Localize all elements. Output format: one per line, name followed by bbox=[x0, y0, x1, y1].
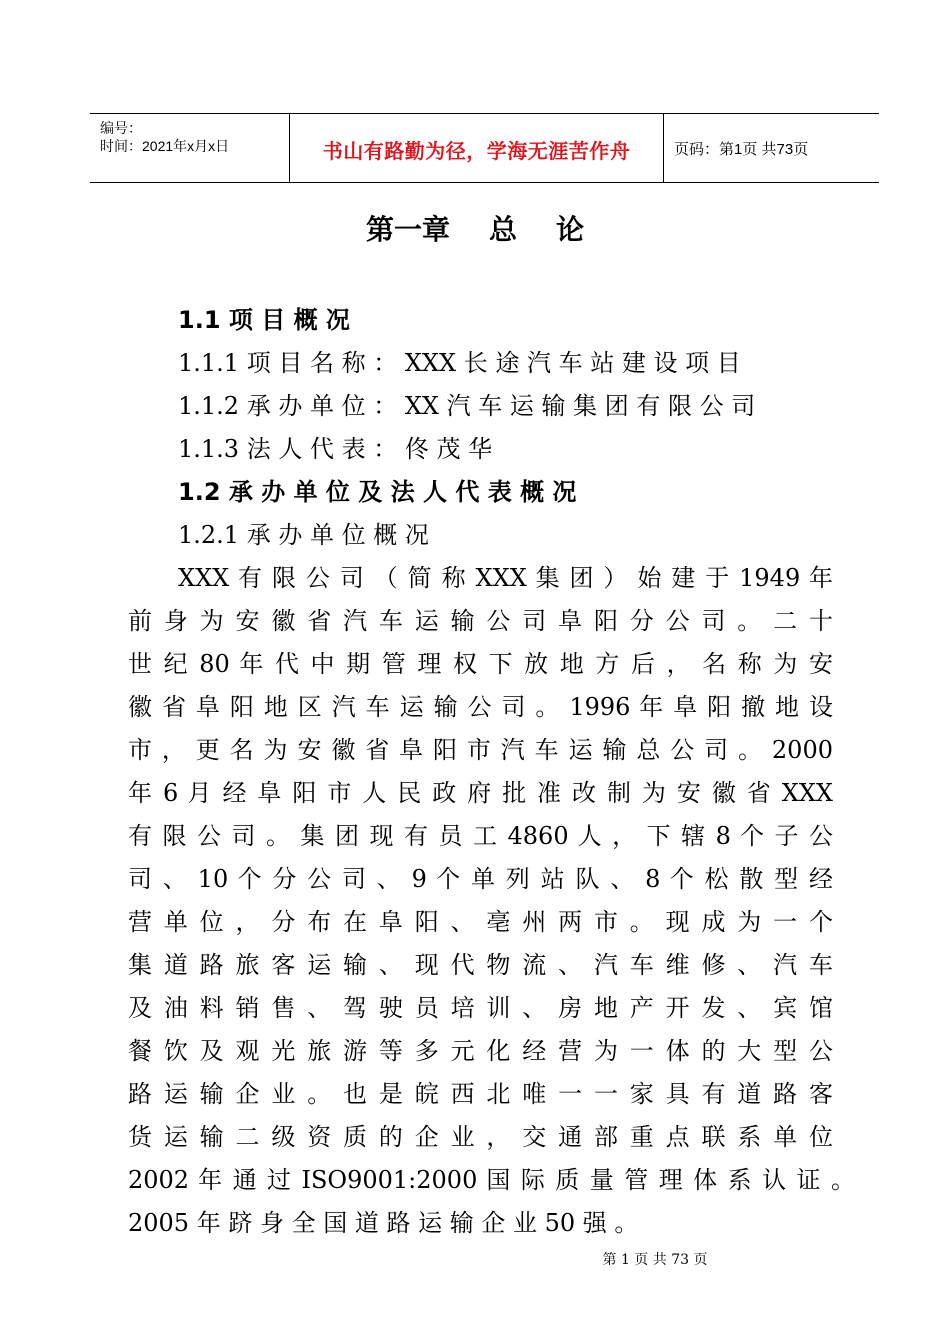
paragraph-line: 集 道 路 旅 客 运 输 、 现 代 物 流 、 汽 车 维 修 、 汽 车 bbox=[128, 951, 833, 979]
header-meta-cell bbox=[90, 114, 290, 182]
subsection-line: 1.1.1 项 目 名 称 ： XXX 长 途 汽 车 站 建 设 项 目 bbox=[178, 349, 741, 377]
paragraph-line: 2005 年 跻 身 全 国 道 路 运 输 企 业 50 强 。 bbox=[128, 1209, 639, 1237]
paragraph-line: 司 、 10 个 分 公 司 、 9 个 单 列 站 队 、 8 个 松 散 型 经 bbox=[128, 865, 833, 893]
paragraph-line: 营 单 位 ， 分 布 在 阜 阳 、 亳 州 两 市 。 现 成 为 一 个 bbox=[128, 908, 833, 936]
paragraph-line: XXX 有 限 公 司 （ 简 称 XXX 集 团 ） 始 建 于 1949 年 bbox=[178, 564, 833, 592]
paragraph-line: 货 运 输 二 级 资 质 的 企 业 ， 交 通 部 重 点 联 系 单 位 bbox=[128, 1123, 833, 1151]
subsection-line: 1.1.3 法 人 代 表 ： 佟 茂 华 bbox=[178, 435, 493, 463]
paragraph-line: 餐 饮 及 观 光 旅 游 等 多 元 化 经 营 为 一 体 的 大 型 公 bbox=[128, 1037, 833, 1065]
paragraph-line: 年 6 月 经 阜 阳 市 人 民 政 府 批 准 改 制 为 安 徽 省 XXX bbox=[128, 779, 833, 807]
document-time-label: 时间：2021年x月x日 bbox=[100, 138, 230, 154]
paragraph-line: 路 运 输 企 业 。 也 是 皖 西 北 唯 一 一 家 具 有 道 路 客 bbox=[128, 1080, 833, 1108]
paragraph-line: 前 身 为 安 徽 省 汽 车 运 输 公 司 阜 阳 分 公 司 。 二 十 bbox=[128, 607, 833, 635]
header-page-info: 页码：第1页 共73页 bbox=[674, 140, 809, 158]
paragraph-line: 市 ， 更 名 为 安 徽 省 阜 阳 市 汽 车 运 输 总 公 司 。 2000 bbox=[128, 736, 833, 764]
header-motto-cell bbox=[290, 114, 664, 182]
chapter-title: 第一章 总 论 bbox=[366, 213, 584, 246]
subsection-line: 1.2.1 承 办 单 位 概 况 bbox=[178, 521, 429, 549]
paragraph-line: 有 限 公 司 。 集 团 现 有 员 工 4860 人 ， 下 辖 8 个 子 公 bbox=[128, 822, 833, 850]
subsection-line: 1.1.2 承 办 单 位 ： XX 汽 车 运 输 集 团 有 限 公 司 bbox=[178, 392, 756, 420]
paragraph-line: 徽 省 阜 阳 地 区 汽 车 运 输 公 司 。 1996 年 阜 阳 撤 地 设 bbox=[128, 693, 833, 721]
header-table bbox=[90, 113, 879, 183]
header-page-cell bbox=[664, 114, 879, 182]
paragraph-line: 世 纪 80 年 代 中 期 管 理 权 下 放 地 方 后 ， 名 称 为 安 bbox=[128, 650, 833, 678]
page-footer: 第 1 页 共 73 页 bbox=[602, 1252, 708, 1268]
section-heading: 1.2 承 办 单 位 及 法 人 代 表 概 况 bbox=[178, 478, 577, 506]
header-motto: 书山有路勤为径，学海无涯苦作舟 bbox=[322, 138, 631, 163]
paragraph-line: 2002 年 通 过 ISO9001:2000 国 际 质 量 管 理 体 系 认 证 。 bbox=[128, 1166, 855, 1194]
paragraph-line: 及 油 料 销 售 、 驾 驶 员 培 训 、 房 地 产 开 发 、 宾 馆 bbox=[128, 994, 833, 1022]
section-heading: 1.1 项 目 概 况 bbox=[178, 306, 350, 334]
document-number-label: 编号： bbox=[100, 120, 142, 136]
